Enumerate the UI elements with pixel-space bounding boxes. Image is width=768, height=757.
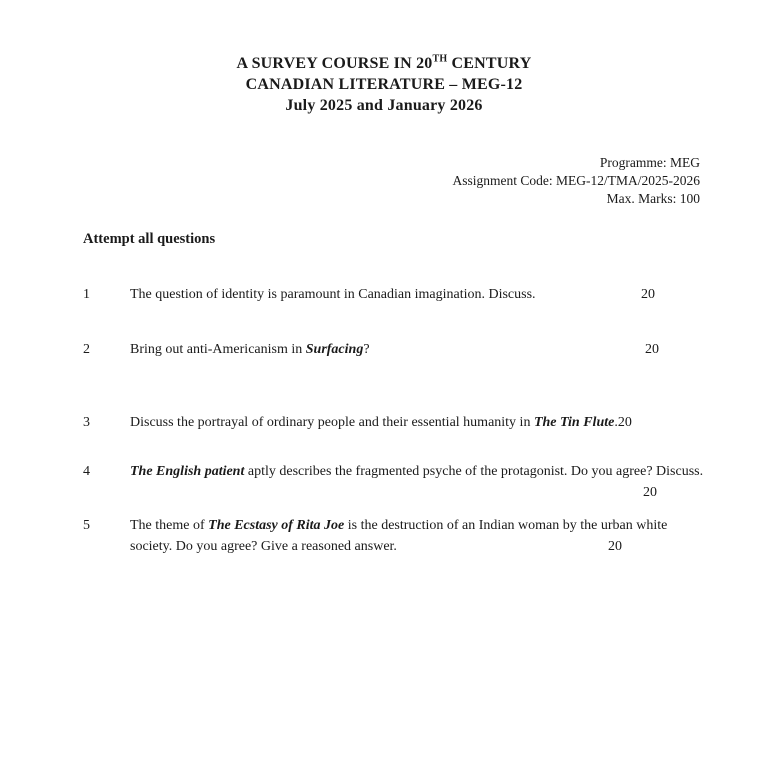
title-line-1-text: A SURVEY COURSE IN 20 (236, 55, 433, 72)
marks-value: 20 (645, 342, 659, 357)
marks-value: 20 (617, 415, 632, 430)
book-title: The Tin Flute (533, 415, 615, 430)
question-number: 4 (83, 464, 90, 479)
question-number: 2 (83, 342, 90, 357)
title-line-1-tail: CENTURY (447, 55, 532, 72)
question-number: 3 (83, 415, 90, 430)
book-title: The Ecstasy of Rita Joe (208, 518, 345, 533)
question-text-pre: Discuss the portrayal of ordinary people and their essential humanity in (130, 415, 534, 430)
question-text (130, 339, 705, 360)
instruction-heading: Attempt all questions (83, 231, 216, 247)
title-line-1 (0, 53, 768, 74)
question-text-post: aptly describes the fragmented psyche of the protagonist. Do you agree? Discuss. (244, 464, 704, 479)
question-row (83, 461, 708, 500)
marks-value: 20 (608, 539, 622, 554)
title-line-2: CANADIAN LITERATURE – MEG-12 (245, 76, 523, 93)
question-row (83, 412, 708, 433)
marks-value: 20 (641, 287, 655, 302)
max-marks-label: Max. Marks: 100 (606, 191, 700, 206)
question-number: 1 (83, 287, 90, 302)
question-row (83, 339, 708, 360)
question-text-pre: The question of identity is paramount in Canadian imagination. Discuss. (130, 287, 536, 302)
question-text (130, 515, 705, 557)
book-title: The English patient (130, 464, 245, 479)
question-number: 5 (83, 518, 90, 533)
assignment-code-label: Assignment Code: MEG-12/TMA/2025-2026 (452, 173, 700, 188)
question-text-post: is the destruction of an Indian woman by the urban white society. Do you agree? Give a reasoned answer. (130, 518, 668, 554)
assignment-meta (0, 154, 768, 208)
question-text (130, 284, 705, 305)
question-text-post: . (614, 415, 618, 430)
question-text-pre: Bring out anti-Americanism in (130, 342, 306, 357)
question-text (130, 412, 705, 433)
title-line-3: July 2025 and January 2026 (285, 97, 483, 114)
title-superscript: TH (432, 53, 448, 65)
question-row (83, 515, 708, 557)
document-title (0, 0, 768, 116)
question-text (130, 461, 705, 500)
question-text-pre: The theme of (130, 518, 209, 533)
book-title: Surfacing (305, 342, 364, 357)
marks-value: 20 (643, 485, 657, 500)
question-text-post: ? (363, 342, 370, 357)
question-row (83, 284, 708, 305)
question-list (83, 284, 708, 557)
programme-label: Programme: MEG (599, 155, 700, 170)
